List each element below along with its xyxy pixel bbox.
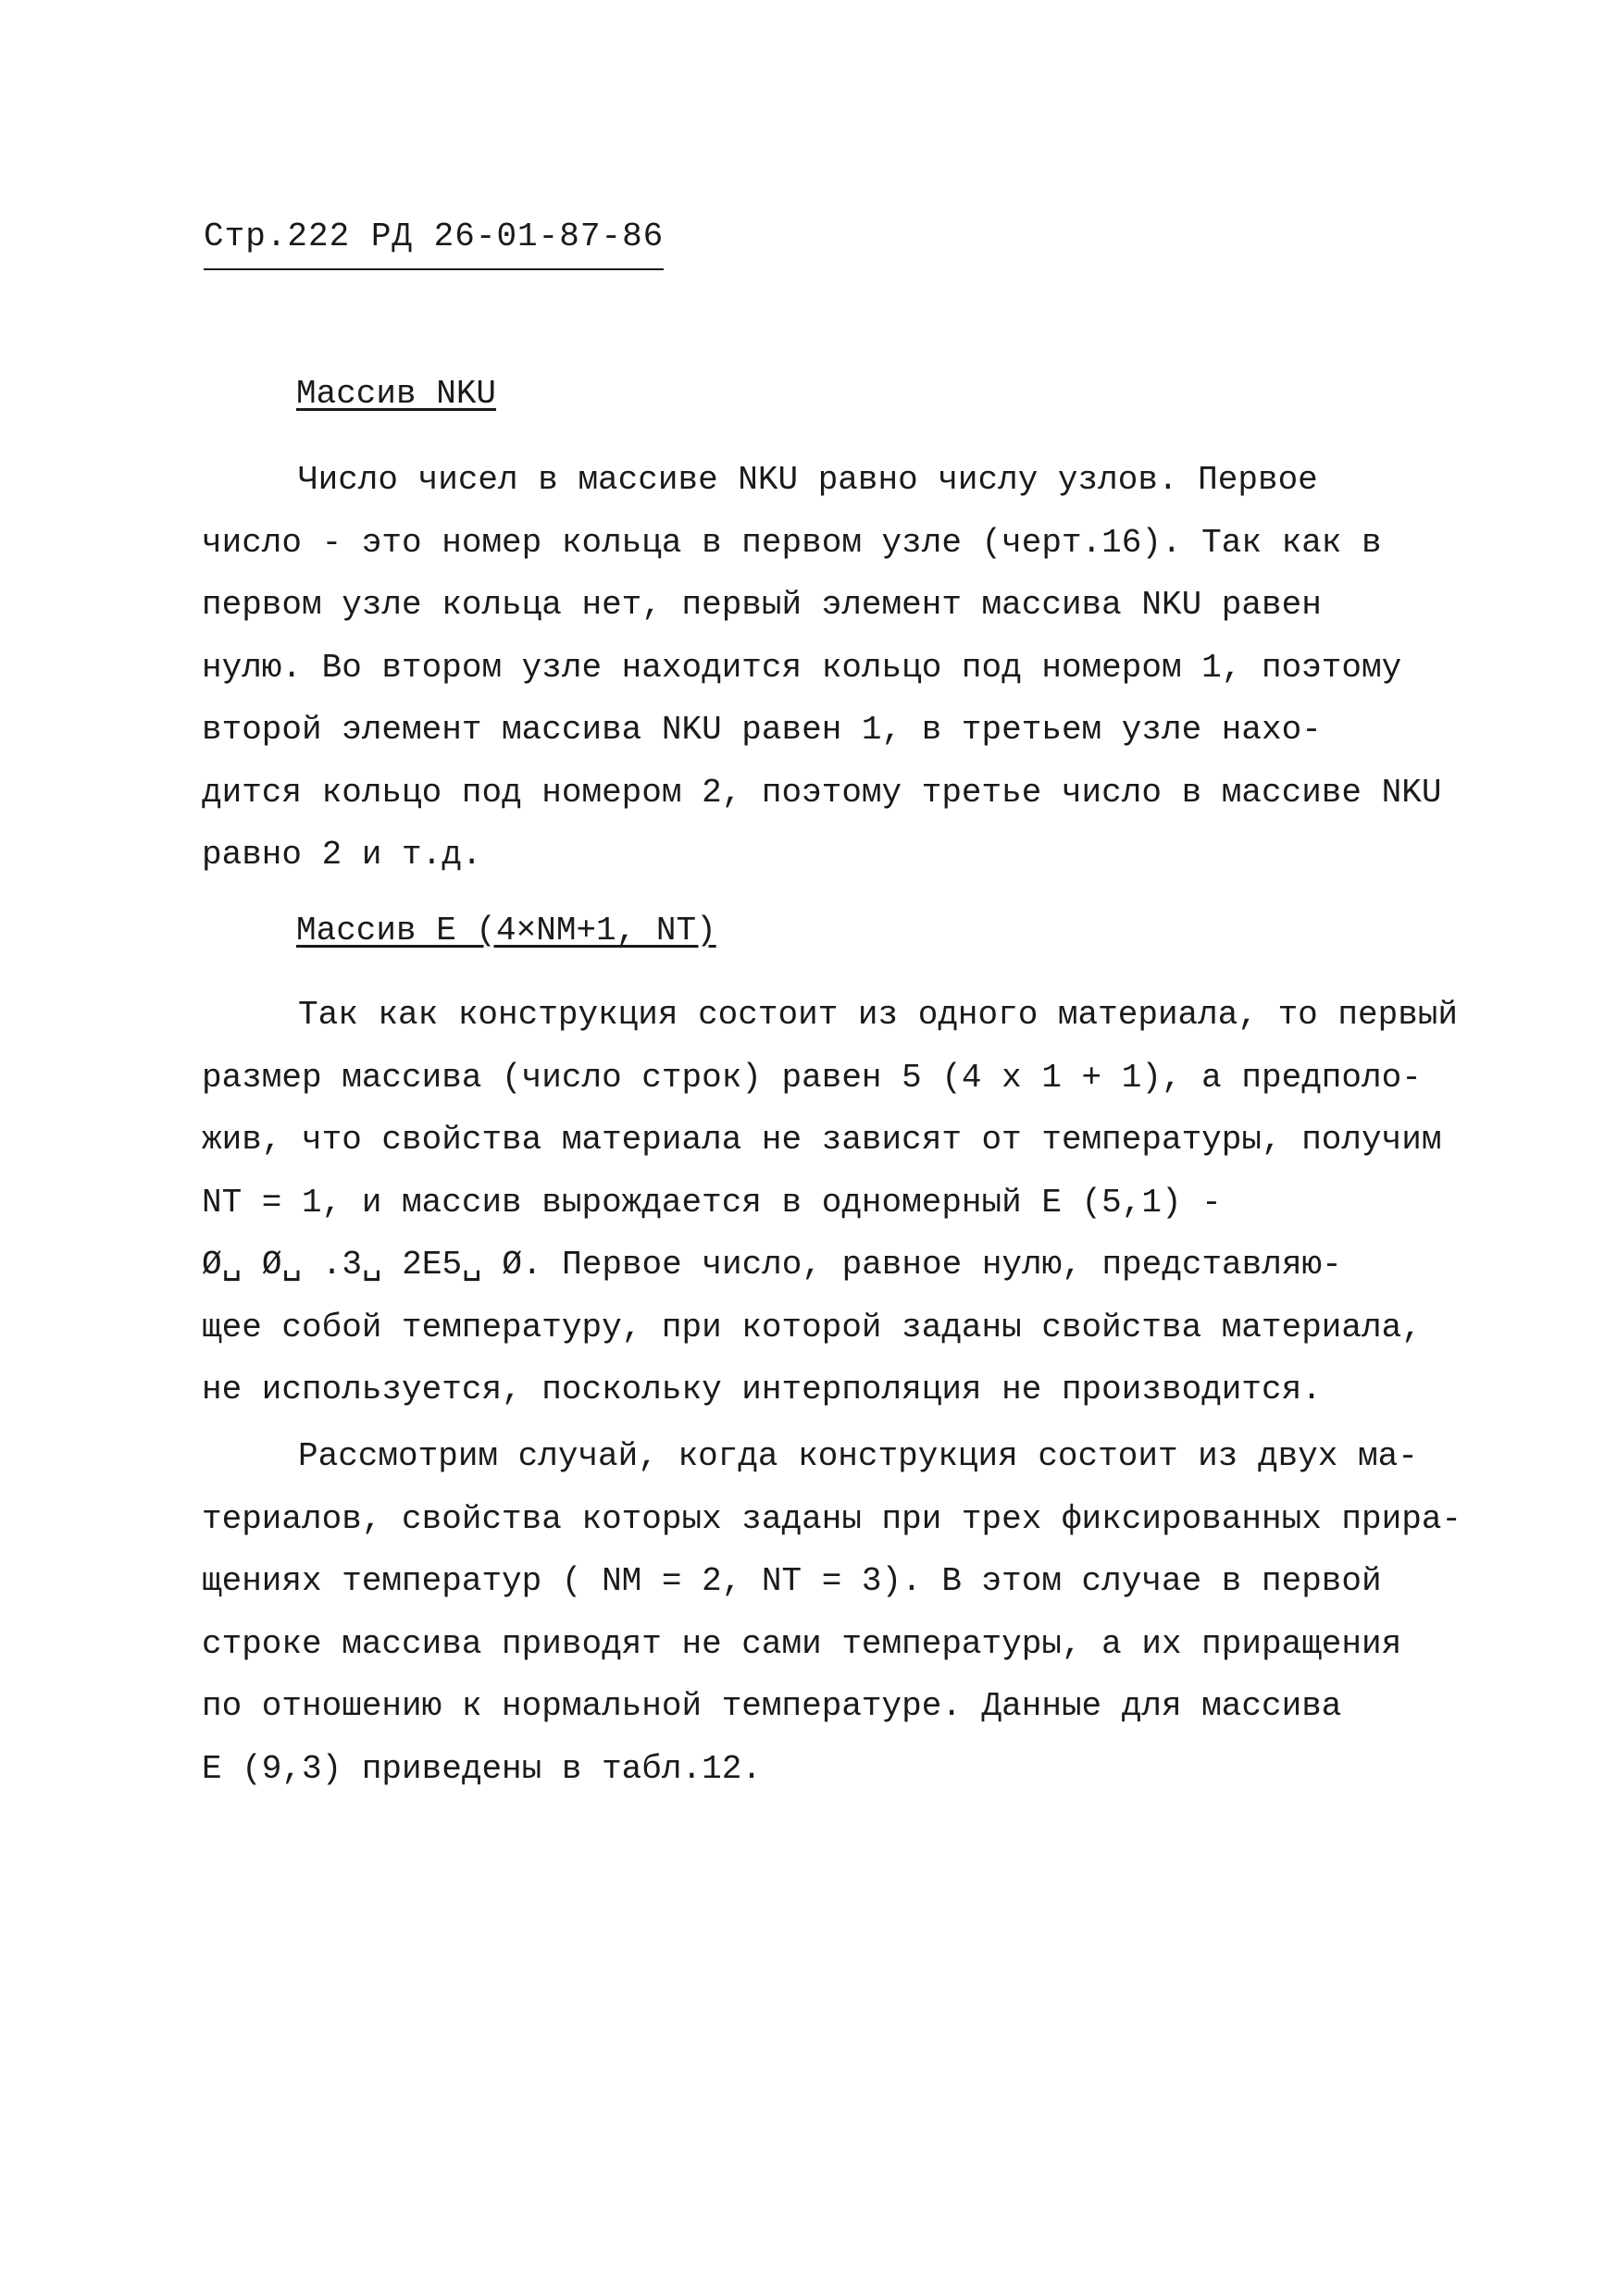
text-line: NT = 1, и массив вырождается в одномерный Е (5,1) - bbox=[202, 1183, 1222, 1222]
text-line: Е (9,3) приведены в табл.12. bbox=[202, 1749, 762, 1788]
page-header: Стр.222 РД 26-01-87-86 bbox=[204, 217, 664, 270]
text-line: дится кольцо под номером 2, поэтому третье число в массиве NKU bbox=[202, 773, 1442, 812]
text-line: териалов, свойства которых заданы при трех фиксированных прира- bbox=[202, 1499, 1462, 1538]
text-line: число - это номер кольца в первом узле (черт.16). Так как в bbox=[202, 523, 1382, 562]
text-line: равно 2 и т.д. bbox=[202, 836, 482, 874]
text-line: не используется, поскольку интерполяция не производится. bbox=[202, 1371, 1322, 1409]
text-line: щениях температур ( NM = 2, NT = 3). В этом случае в первой bbox=[202, 1562, 1382, 1600]
text-line: строке массива приводят не сами температуры, а их приращения bbox=[202, 1624, 1402, 1663]
text-line: щее собой температуру, при которой заданы свойства материала, bbox=[202, 1308, 1422, 1347]
text-line: Рассмотрим случай, когда конструкция состоит из двух ма- bbox=[298, 1437, 1418, 1475]
text-line: нулю. Во втором узле находится кольцо под номером 1, поэтому bbox=[202, 648, 1402, 687]
text-line: второй элемент массива NKU равен 1, в третьем узле нахо- bbox=[202, 711, 1322, 749]
text-line: размер массива (число строк) равен 5 (4 х 1 + 1), а предполо- bbox=[202, 1058, 1422, 1097]
section-title-e: Массив Е (4×NM+1, NT) bbox=[296, 912, 716, 949]
text-line: Так как конструкция состоит из одного материала, то первый bbox=[298, 996, 1459, 1034]
paragraph-e-1 bbox=[202, 984, 1459, 1421]
text-line: Ø␣ Ø␣ .3␣ 2Е5␣ Ø. Первое число, равное нулю, представляю- bbox=[202, 1246, 1342, 1284]
paragraph-nku bbox=[202, 449, 1442, 887]
section-title-nku: Массив NKU bbox=[296, 375, 497, 413]
text-line: Число чисел в массиве NKU равно числу узлов. Первое bbox=[298, 461, 1318, 499]
text-line: жив, что свойства материала не зависят от температуры, получим bbox=[202, 1121, 1442, 1159]
text-line: первом узле кольца нет, первый элемент массива NKU равен bbox=[202, 586, 1322, 624]
paragraph-e-2 bbox=[202, 1425, 1462, 1800]
text-line: по отношению к нормальной температуре. Данные для массива bbox=[202, 1687, 1342, 1725]
